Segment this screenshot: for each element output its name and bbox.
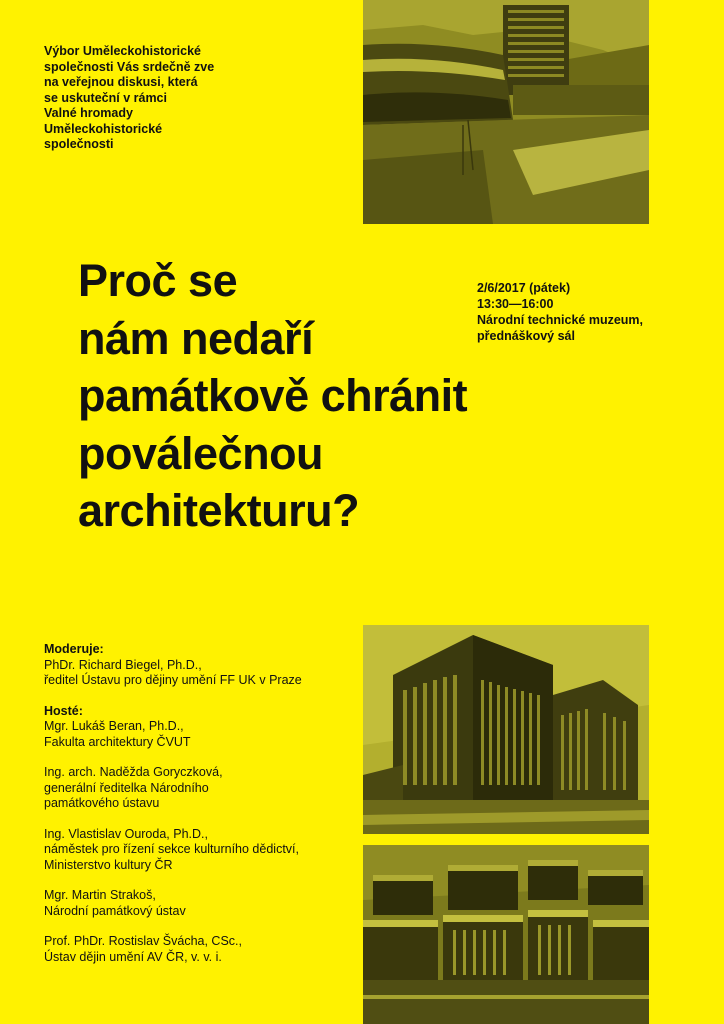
headline-line: architekturu? [78, 485, 360, 536]
guest-role: Fakulta architektury ČVUT [44, 734, 191, 749]
intro-line: Výbor Uměleckohistorické [44, 44, 202, 58]
moderator-role: ředitel Ústavu pro dějiny umění FF UK v Praze [44, 673, 302, 687]
guest-name: Prof. PhDr. Rostislav Švácha, CSc., [44, 934, 242, 948]
guest-name: Mgr. Martin Strakoš, [44, 888, 156, 902]
headline-line: poválečnou [78, 427, 324, 479]
event-time: 13:30—16:00 [477, 297, 554, 311]
event-venue: Národní technické muzeum, [477, 313, 644, 327]
moderator-name: PhDr. Richard Biegel, Ph.D., [44, 657, 202, 672]
invitation-text [44, 44, 264, 153]
guest-role: generální ředitelka Národního [44, 780, 209, 795]
program [44, 642, 354, 965]
spa-hotel-photo [363, 0, 649, 224]
headline-line: Proč se [78, 255, 238, 306]
intro-line: na veřejnou diskusi, která [44, 75, 198, 89]
guest-role: památkového ústavu [44, 796, 160, 810]
guest-role: náměstek pro řízení sekce kulturního dědictví, [44, 842, 299, 856]
guest-name: Ing. arch. Naděžda Goryczková, [44, 765, 223, 779]
intro-line: se uskuteční v rámci [44, 90, 167, 105]
guest-role: Ministerstvo kultury ČR [44, 857, 173, 872]
event-room: přednáškový sál [477, 329, 575, 343]
moderator-heading: Moderuje: [44, 642, 104, 656]
guests-heading: Hosté: [44, 703, 83, 718]
headline-line: nám nedaří [78, 312, 314, 364]
intro-line: Valné hromady [44, 106, 133, 120]
guest-name: Mgr. Lukáš Beran, Ph.D., [44, 719, 184, 733]
intro-line: Uměleckohistorické [44, 121, 163, 136]
department-store-photo [363, 845, 649, 1024]
intro-line: společnosti Vás srdečně zve [44, 59, 215, 74]
guest-role: Ústav dějin umění AV ČR, v. v. i. [44, 949, 222, 964]
guest-name: Ing. Vlastislav Ouroda, Ph.D., [44, 826, 208, 841]
office-towers-photo [363, 625, 649, 834]
headline-line: památkově chránit [78, 370, 468, 421]
intro-line: společnosti [44, 137, 114, 151]
guest-role: Národní památkový ústav [44, 903, 186, 918]
event-date: 2/6/2017 (pátek) [477, 281, 571, 295]
event-details [477, 280, 697, 344]
